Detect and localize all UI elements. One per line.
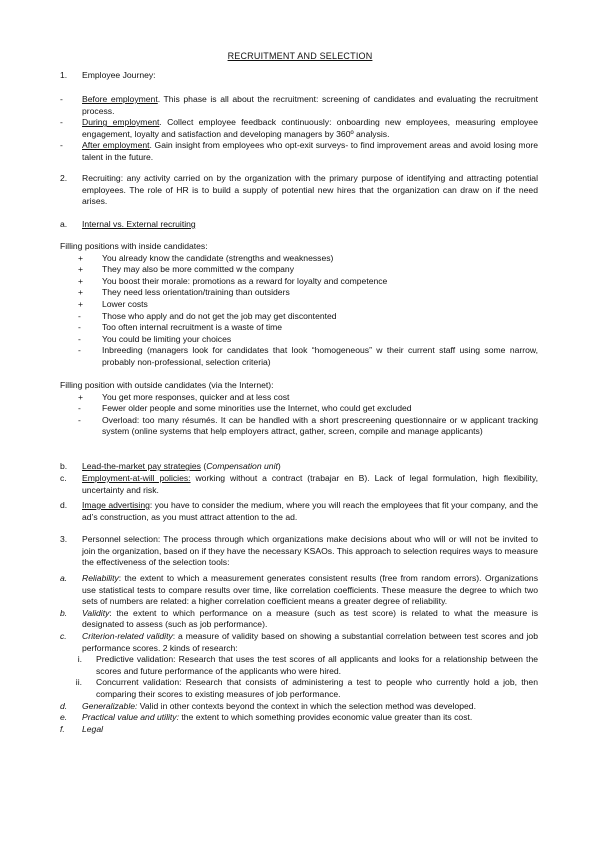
list-item [78,345,538,368]
bullet-dash: - [60,117,63,128]
tool-text: : a measure of validity based on showing a substantial correlation between test scores and job performance scores. 2 kinds of research: [82,630,538,653]
subsection-marker: c. [60,473,67,483]
list-item [60,140,538,163]
section-text: Recruiting: any activity carried on by the organization with the primary purpose of identifying and attracting potential employees. The role of HR is to build a supply of potential new hires that the organization can draw on if the need arises. [82,173,538,207]
bullet-dash: - [78,345,81,356]
list-item [60,117,538,140]
tool-label: Reliability [82,573,119,583]
tool-marker: e. [60,712,68,723]
item-text: Lower costs [102,298,148,309]
research-item [60,654,538,677]
subsection-employment-at-will [60,473,538,496]
section-text: Personnel selection: The process through which organizations make decisions about who will or will not be invited to join the organization, based on if they have the necessary KSAOs. This approach to selection requires ways to measure the effectiveness of the selection tools: [82,534,538,568]
bullet-dash: - [60,94,63,104]
item-text: . Collect employee feedback continuously: onboarding new employees, measuring employee engagement, loyalty and satisfaction and developing managers by 360º analysis. [82,117,538,139]
research-marker: i. [77,654,82,665]
list-item [78,322,538,334]
item-text: Fewer older people and some minorities use the Internet, who could get excluded [102,403,412,414]
research-marker: ii. [75,677,82,688]
subsection-marker: b. [60,461,68,471]
tool-item [60,724,538,736]
list-item [78,264,538,276]
item-text: Too often internal recruitment is a waste of time [102,322,283,333]
item-text: You boost their morale: promotions as a reward for loyalty and competence [102,275,388,286]
section-number: 2. [60,173,68,183]
journey-list [60,94,538,164]
list-item [78,276,538,288]
list-item [78,253,538,265]
tool-marker: d. [60,700,68,711]
tool-label: Practical value and utility: [82,712,179,723]
tool-marker: f. [60,723,65,734]
tool-marker: b. [60,607,68,618]
item-text: You already know the candidate (strengths and weaknesses) [102,252,334,263]
tool-label: Validity [82,607,110,618]
subsection-title: Employment-at-will policies: [82,473,191,483]
subsection-title: Image advertising [82,500,150,510]
tool-label: Generalizable: [82,700,138,711]
outside-candidates [60,380,538,438]
bullet-dash: - [78,310,81,321]
bullet-plus: + [78,298,84,309]
research-item [60,677,538,700]
research-text: Concurrent validation: Research that consists of administering a test to people who currently hold a job, then comparing their scores to existing measures of job performance. [96,677,538,699]
item-text: Those who apply and do not get the job may get discontented [102,310,337,321]
tool-label: Criterion-related validity [82,630,173,641]
section-recruiting [60,173,538,208]
inside-intro: Filling positions with inside candidates: [60,241,208,251]
section-title: Employee Journey: [82,70,156,80]
subsection-marker: a. [60,219,68,229]
list-item [78,415,538,438]
tool-marker: a. [60,573,68,583]
selection-tools [60,573,538,735]
tool-item [60,701,538,713]
list-item [78,403,538,415]
bullet-plus: + [78,275,84,286]
item-label: Before employment [82,94,158,104]
section-number: 1. [60,70,68,80]
list-item [78,334,538,346]
tool-text: : the extent to which a measurement generates consistent results (free from random errors). Organizations use statistical tests to compare results over time, like correlation coefficients. These measure the degree to which two sets of numbers are related: a higher correlation coefficient means a greater degree of reliability. [82,573,538,607]
tool-text: : the extent to which performance on a measure (such as test score) is related to what the measure is designated to assess (such as job performance). [82,607,538,630]
item-text: . This phase is all about the recruitment: screening of candidates and evaluating the recruitment process. [82,94,538,116]
list-item [78,392,538,404]
tool-text: Valid in other contexts beyond the context in which the selection method was developed. [137,700,476,711]
bullet-plus: + [78,252,84,263]
list-item [78,299,538,311]
item-text: They may also be more committed w the company [102,264,295,275]
tool-item [60,573,538,608]
section-number: 3. [60,534,68,544]
item-text: They need less orientation/training than outsiders [102,287,290,298]
bullet-plus: + [78,287,84,298]
bullet-dash: - [78,333,81,344]
tool-item [60,712,538,724]
tool-text: the extent to which something provides economic value greater than its cost. [178,712,473,723]
outside-intro: Filling position with outside candidates (via the Internet): [60,380,274,390]
bullet-plus: + [78,391,84,402]
item-text: Inbreeding (managers look for candidates that look “homogeneous” w their current staff using some narrow, probably non-professional, selection criteria) [102,345,538,367]
item-text: . Gain insight from employees who opt-exit surveys- to find improvement areas and avoid losing more talent in the future. [82,140,538,162]
list-item [78,311,538,323]
subsection-text: working without a contract (trabajar en B). Lack of legal formulation, high flexibility, uncertainty and risk. [82,473,538,495]
subsection-pay-strategies: b. Lead-the-market pay strategies (Compensation unit) [60,461,281,471]
bullet-plus: + [78,264,84,275]
item-label: During employment [82,117,160,128]
item-label: After employment [82,140,150,151]
subsection-title: Internal vs. External recruiting [82,219,196,229]
item-text: Overload: too many résumés. It can be handled with a short prescreening questionnaire or w applicant tracking system (online systems that help employers attract, gather, screen, compile and manage applicants) [102,414,538,437]
tool-label: Legal [82,723,104,734]
subsection-internal-external [60,219,538,231]
list-item [60,94,538,117]
subsection-title: Lead-the-market pay strategies [82,461,201,471]
list-item [78,287,538,299]
bullet-dash: - [78,414,81,425]
section-employee-journey [60,70,538,82]
research-text: Predictive validation: Research that uses the test scores of all applicants and looks for a relationship between the scores and future performance of the applicants who were hired. [96,654,538,676]
tool-marker: c. [60,630,67,641]
subsection-image-advertising [60,500,538,523]
bullet-dash: - [60,140,63,151]
section-heading [60,70,538,82]
subsection-marker: d. [60,500,68,510]
item-text: You get more responses, quicker and at less cost [102,391,290,402]
document-title: RECRUITMENT AND SELECTION [227,51,373,61]
tool-item [60,608,538,631]
bullet-dash: - [78,403,81,414]
subsection-note: Compensation unit [206,461,278,471]
subsection-text: : you have to consider the medium, where you will reach the employees that fit your company, and the ad’s construction, as you must attract attention to the ad. [82,500,538,522]
bullet-dash: - [78,322,81,333]
inside-candidates [60,241,538,369]
section-personnel-selection [60,534,538,569]
tool-item [60,631,538,654]
item-text: You could be limiting your choices [102,333,232,344]
